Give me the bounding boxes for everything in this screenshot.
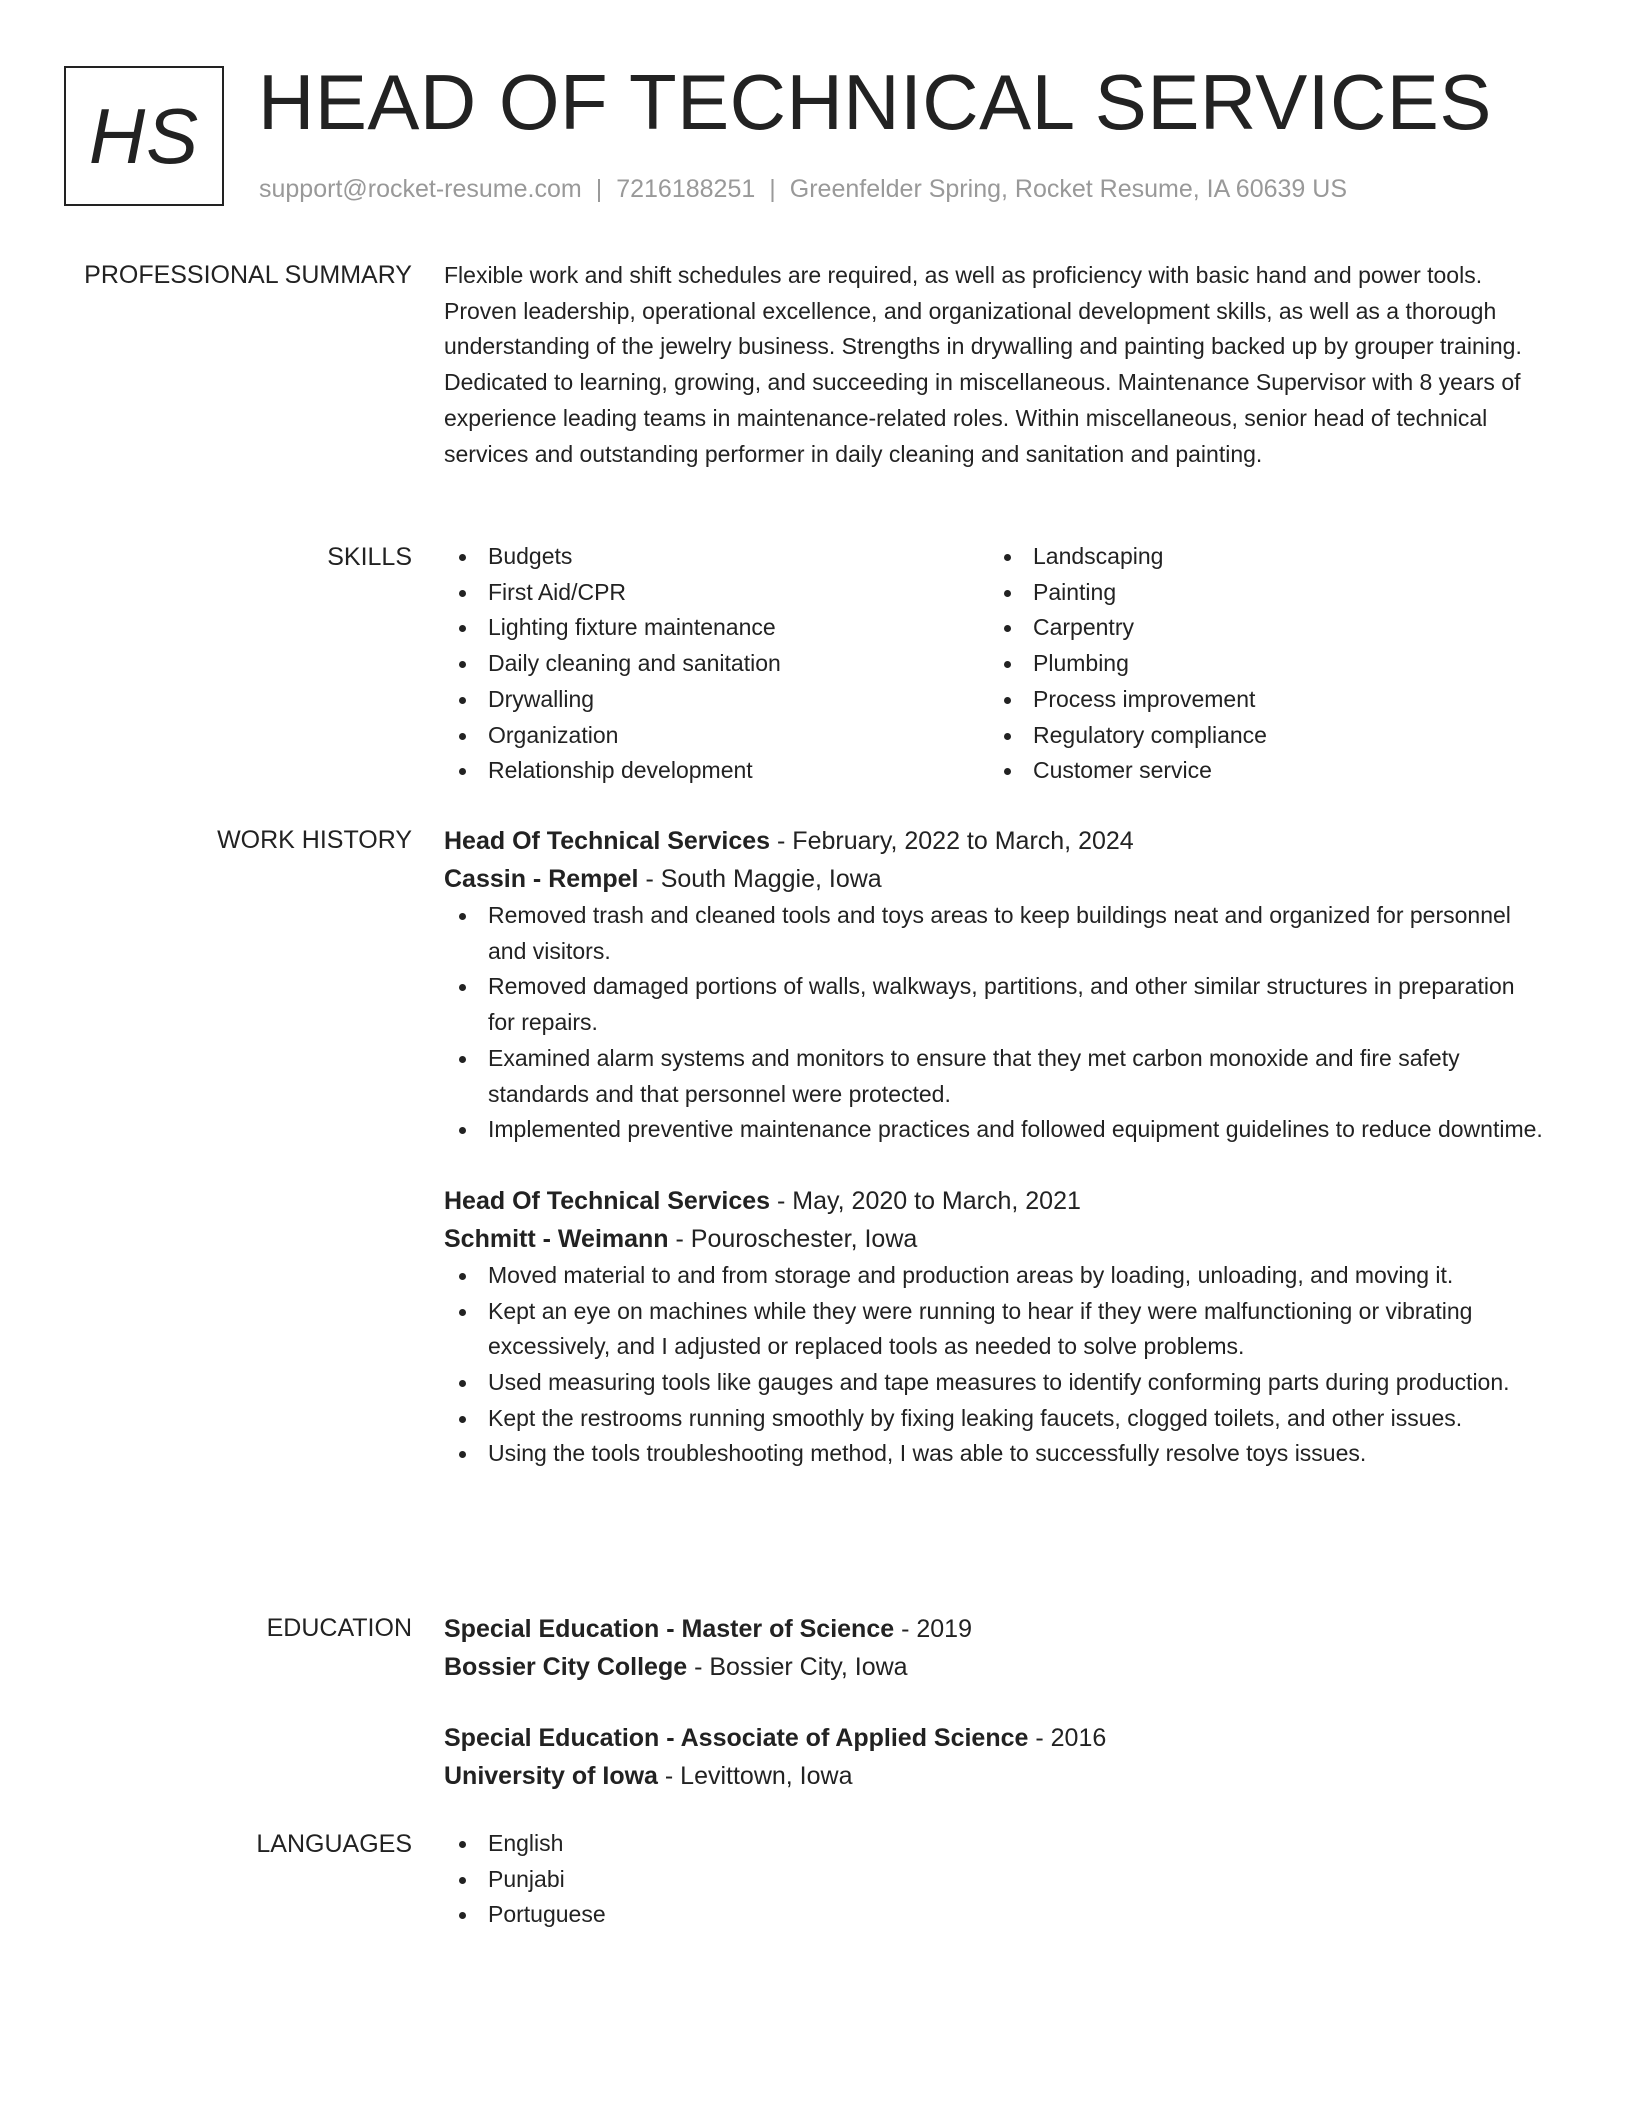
education-degree: Special Education - Master of Science xyxy=(444,1615,895,1643)
job-title-line xyxy=(444,822,1544,860)
job-company: Schmitt - Weimann xyxy=(444,1224,669,1253)
job-duty-item: Removed trash and cleaned tools and toys areas to keep buildings neat and organized for personnel and visitors. xyxy=(444,898,1544,969)
skills-list-right xyxy=(989,539,1534,789)
monogram-initials: HS xyxy=(88,91,200,180)
skill-item: Landscaping xyxy=(989,539,1534,575)
job-duty-item: Implemented preventive maintenance practices and followed equipment guidelines to reduce downtime. xyxy=(444,1112,1544,1148)
skill-item: First Aid/CPR xyxy=(444,575,989,611)
job-duty-item: Kept an eye on machines while they were running to hear if they were malfunctioning or vibrating excessively, and I adjusted or replaced tools as needed to solve problems. xyxy=(444,1294,1544,1365)
job-title: Head Of Technical Services xyxy=(444,827,771,855)
skill-item: Plumbing xyxy=(989,646,1534,682)
job-entry xyxy=(444,822,1544,1148)
education-degree-line xyxy=(444,1719,1544,1757)
education-location: - Levittown, Iowa xyxy=(657,1762,853,1790)
skills-heading: SKILLS xyxy=(327,543,412,571)
summary-heading: PROFESSIONAL SUMMARY xyxy=(84,261,412,289)
job-company-line xyxy=(444,1220,1544,1258)
education-heading: EDUCATION xyxy=(266,1614,412,1642)
education-degree-line xyxy=(444,1610,1544,1648)
job-duties xyxy=(444,898,1544,1148)
education-school: University of Iowa xyxy=(444,1762,658,1790)
job-company: Cassin - Rempel xyxy=(444,865,639,893)
job-title: Head Of Technical Services xyxy=(444,1186,771,1215)
skill-item: Drywalling xyxy=(444,682,989,718)
job-location: - South Maggie, Iowa xyxy=(638,865,882,893)
education-degree: Special Education - Associate of Applied Science xyxy=(444,1724,1029,1752)
skill-item: Carpentry xyxy=(989,610,1534,646)
language-item: English xyxy=(444,1826,1544,1862)
contact-phone: 7216188251 xyxy=(616,175,756,203)
skill-item: Organization xyxy=(444,718,989,754)
job-duty-item: Kept the restrooms running smoothly by fixing leaking faucets, clogged toilets, and other issues. xyxy=(444,1401,1544,1437)
resume-title: HEAD OF TECHNICAL SERVICES xyxy=(258,58,1492,146)
job-title-line xyxy=(444,1182,1544,1220)
skill-item: Relationship development xyxy=(444,753,989,789)
job-duty-item: Moved material to and from storage and production areas by loading, unloading, and moving it. xyxy=(444,1258,1544,1294)
skill-item: Process improvement xyxy=(989,682,1534,718)
education-year: - 2019 xyxy=(894,1615,972,1643)
education-school-line xyxy=(444,1648,1544,1686)
contact-separator: | xyxy=(769,175,776,203)
job-duty-item: Using the tools troubleshooting method, I was able to successfully resolve toys issues. xyxy=(444,1436,1544,1472)
education-entry xyxy=(444,1719,1544,1795)
job-duty-item: Used measuring tools like gauges and tape measures to identify conforming parts during production. xyxy=(444,1365,1544,1401)
skills-grid xyxy=(444,539,1544,789)
job-duty-item: Examined alarm systems and monitors to ensure that they met carbon monoxide and fire safety standards and that personnel were protected. xyxy=(444,1041,1544,1112)
skill-item: Regulatory compliance xyxy=(989,718,1534,754)
work-history-heading: WORK HISTORY xyxy=(217,826,412,854)
monogram-badge xyxy=(64,66,224,206)
job-company-line xyxy=(444,860,1544,898)
education-school: Bossier City College xyxy=(444,1653,688,1681)
education-year: - 2016 xyxy=(1028,1724,1107,1752)
language-item: Punjabi xyxy=(444,1862,1544,1898)
skill-item: Lighting fixture maintenance xyxy=(444,610,989,646)
job-location: - Pouroschester, Iowa xyxy=(668,1224,918,1253)
languages-heading: LANGUAGES xyxy=(256,1830,412,1858)
contact-line xyxy=(259,174,1347,204)
languages-list xyxy=(444,1826,1544,1933)
skill-item: Painting xyxy=(989,575,1534,611)
job-entry xyxy=(444,1182,1544,1472)
contact-address: Greenfelder Spring, Rocket Resume, IA 60639 US xyxy=(789,175,1348,203)
skill-item: Budgets xyxy=(444,539,989,575)
language-item: Portuguese xyxy=(444,1897,1544,1933)
job-duties xyxy=(444,1258,1544,1472)
education-location: - Bossier City, Iowa xyxy=(687,1653,908,1681)
summary-text: Flexible work and shift schedules are required, as well as proficiency with basic hand and power tools. Proven leadership, operational excellence, and organizational development skills, as well as a thorough understanding of the jewelry business. Strengths in drywalling and painting backed up by grouper training. Dedicated to learning, growing, and succeeding in miscellaneous. Maintenance Supervisor with 8 years of experience leading teams in maintenance-related roles. Within miscellaneous, senior head of technical services and outstanding performer in daily cleaning and sanitation and painting. xyxy=(444,262,1522,467)
skill-item: Daily cleaning and sanitation xyxy=(444,646,989,682)
contact-email: support@rocket-resume.com xyxy=(259,175,582,203)
education-school-line xyxy=(444,1757,1544,1795)
education-entry xyxy=(444,1610,1544,1686)
skills-list-left xyxy=(444,539,989,789)
job-dates: - February, 2022 to March, 2024 xyxy=(770,827,1134,855)
job-duty-item: Removed damaged portions of walls, walkways, partitions, and other similar structures in preparation for repairs. xyxy=(444,969,1544,1040)
skill-item: Customer service xyxy=(989,753,1534,789)
job-dates: - May, 2020 to March, 2021 xyxy=(770,1186,1081,1215)
contact-separator: | xyxy=(595,175,603,203)
